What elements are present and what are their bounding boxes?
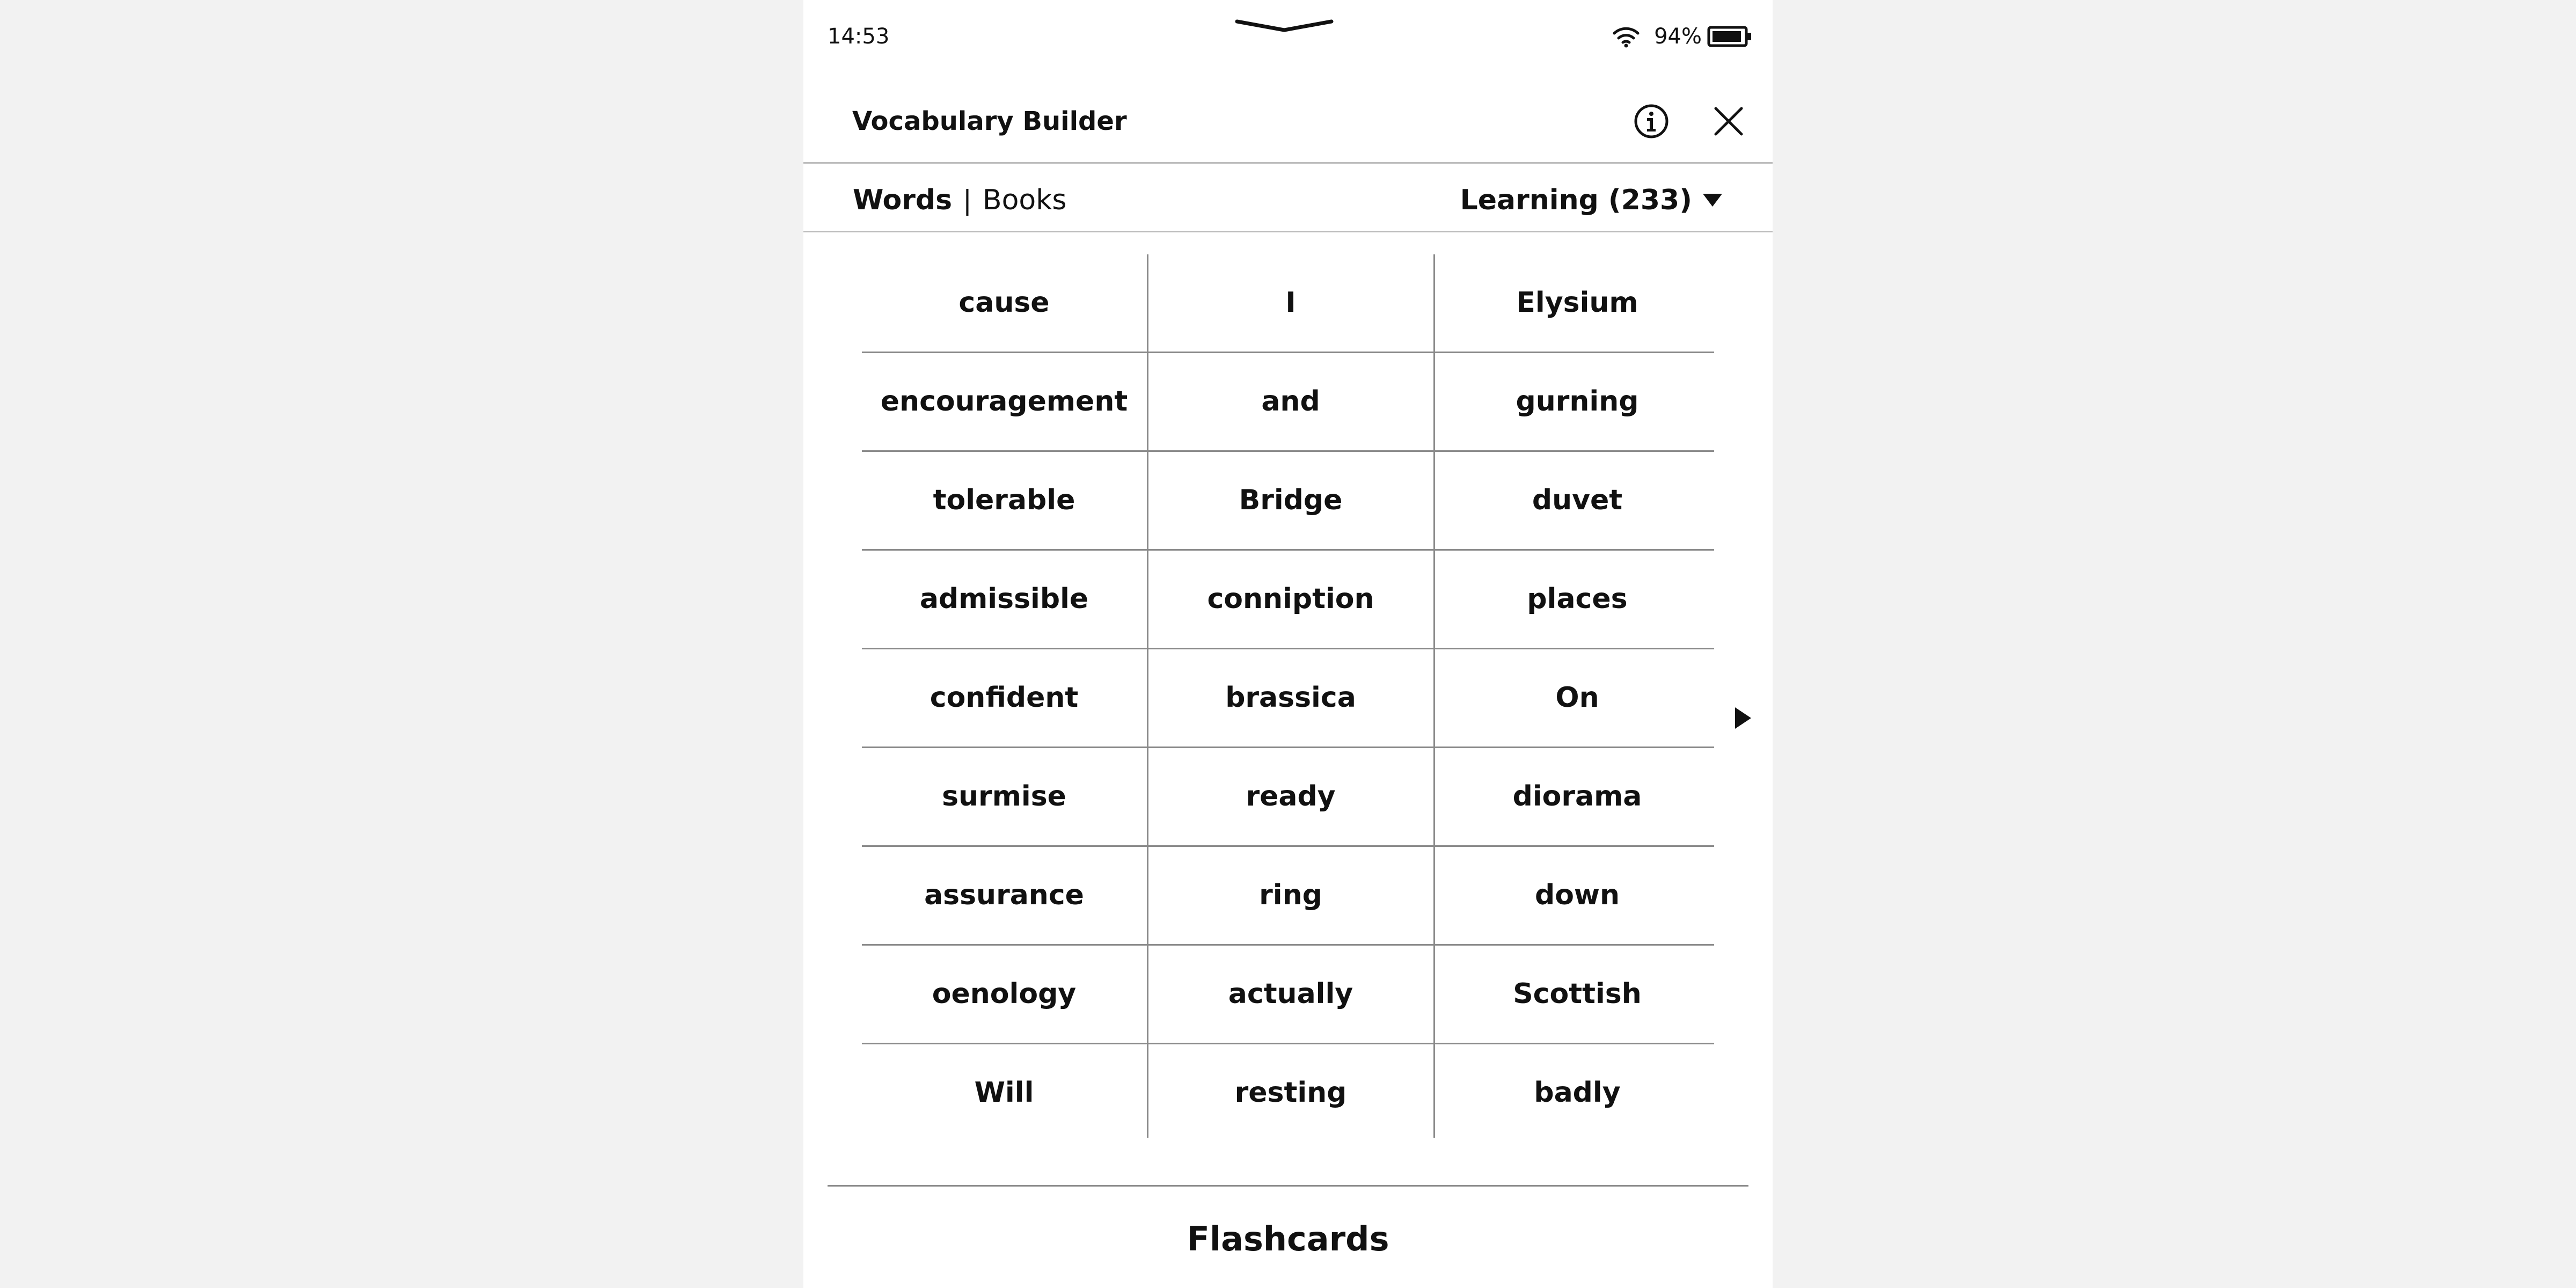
view-tabs bbox=[853, 182, 1066, 218]
column-divider bbox=[1433, 254, 1435, 1138]
word-cell[interactable]: brassica bbox=[1225, 682, 1356, 714]
word-cell[interactable]: ready bbox=[1246, 780, 1336, 813]
filter-dropdown[interactable] bbox=[1460, 182, 1723, 218]
word-cell[interactable]: On bbox=[1555, 682, 1599, 714]
word-cell[interactable]: surmise bbox=[942, 780, 1066, 813]
word-cell[interactable]: badly bbox=[1534, 1077, 1621, 1109]
word-cell[interactable]: down bbox=[1534, 879, 1620, 911]
caret-down-icon bbox=[1702, 192, 1723, 208]
word-cell[interactable]: places bbox=[1527, 583, 1628, 615]
word-cell[interactable]: duvet bbox=[1532, 484, 1623, 516]
word-cell[interactable]: assurance bbox=[924, 879, 1084, 911]
word-cell[interactable]: diorama bbox=[1512, 780, 1642, 813]
word-grid bbox=[862, 254, 1714, 1138]
status-time: 14:53 bbox=[828, 24, 890, 49]
word-cell[interactable]: Bridge bbox=[1239, 484, 1343, 516]
tab-books[interactable]: Books bbox=[982, 184, 1067, 216]
battery-percent: 94% bbox=[1654, 24, 1702, 49]
word-cell[interactable]: resting bbox=[1234, 1077, 1347, 1109]
word-cell[interactable]: actually bbox=[1228, 978, 1353, 1010]
word-cell[interactable]: oenology bbox=[932, 978, 1077, 1010]
kindle-screen bbox=[803, 0, 1773, 1288]
word-cell[interactable]: I bbox=[1285, 287, 1296, 319]
tabs-divider bbox=[803, 231, 1773, 232]
header-divider bbox=[803, 162, 1773, 164]
close-icon bbox=[1713, 105, 1745, 137]
status-indicators bbox=[1612, 21, 1752, 52]
wifi-icon bbox=[1612, 25, 1640, 48]
flashcards-button[interactable]: Flashcards bbox=[1187, 1219, 1389, 1258]
word-cell[interactable]: confident bbox=[930, 682, 1079, 714]
next-page-icon[interactable] bbox=[1733, 706, 1752, 730]
word-cell[interactable]: encouragement bbox=[880, 385, 1128, 418]
word-cell[interactable]: and bbox=[1261, 385, 1320, 418]
pull-down-handle-icon[interactable] bbox=[1235, 18, 1334, 34]
word-cell[interactable]: gurning bbox=[1516, 385, 1639, 418]
word-cell[interactable]: Elysium bbox=[1516, 287, 1638, 319]
tab-words[interactable]: Words bbox=[853, 184, 953, 216]
info-icon bbox=[1633, 103, 1670, 140]
close-button[interactable] bbox=[1709, 102, 1748, 141]
filter-label: Learning (233) bbox=[1460, 184, 1692, 216]
battery-icon bbox=[1707, 25, 1752, 48]
word-cell[interactable]: Scottish bbox=[1513, 978, 1642, 1010]
info-button[interactable] bbox=[1632, 102, 1671, 141]
footer-divider bbox=[828, 1185, 1748, 1187]
word-cell[interactable]: admissible bbox=[919, 583, 1089, 615]
page-title: Vocabulary Builder bbox=[852, 106, 1127, 136]
word-cell[interactable]: ring bbox=[1259, 879, 1322, 911]
tab-separator: | bbox=[963, 185, 972, 216]
word-cell[interactable]: cause bbox=[958, 287, 1050, 319]
word-cell[interactable]: Will bbox=[974, 1077, 1034, 1109]
word-cell[interactable]: conniption bbox=[1207, 583, 1374, 615]
word-cell[interactable]: tolerable bbox=[933, 484, 1075, 516]
column-divider bbox=[1147, 254, 1148, 1138]
